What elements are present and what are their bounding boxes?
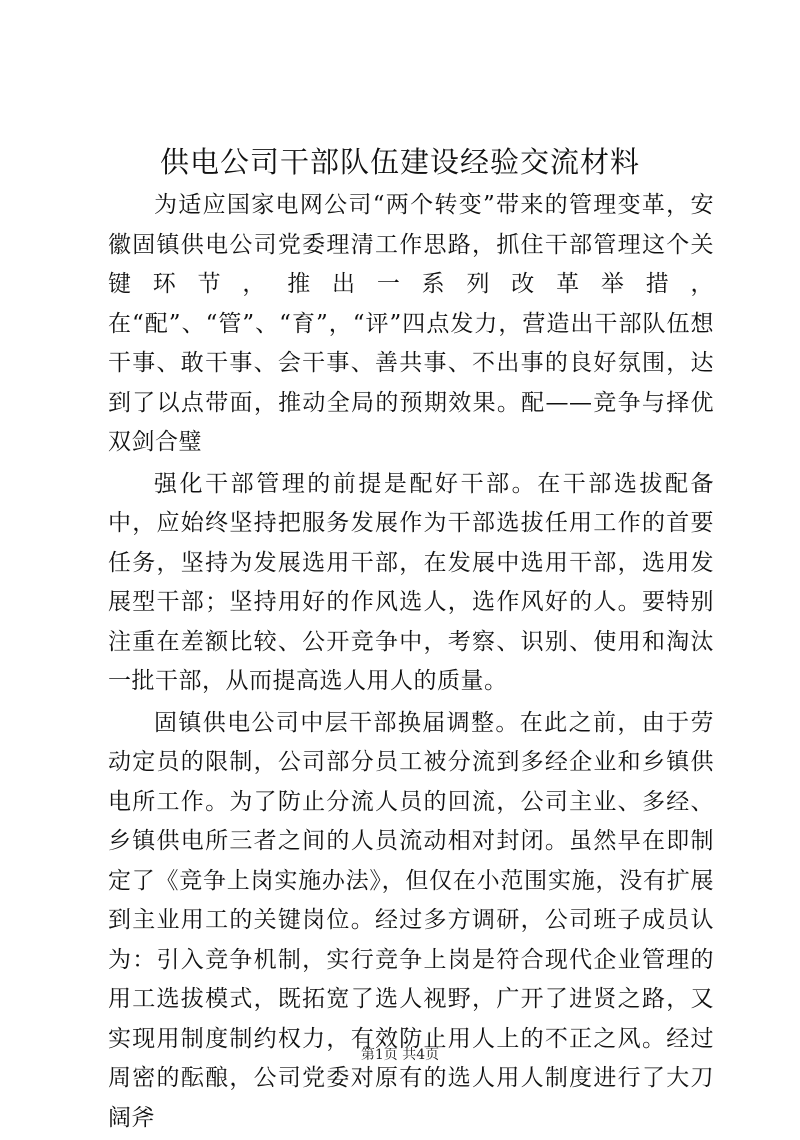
page-number-footer: 第1页 共4页 xyxy=(360,1047,440,1063)
document-body xyxy=(108,186,714,1140)
paragraph-3: 固镇供电公司中层干部换届调整。在此之前，由于劳动定员的限制，公司部分员工被分流到多经企业和乡镇供电所工作。为了防止分流人员的回流，公司主业、多经、乡镇供电所三者之间的人员流动相对封闭。虽然早在即制定了《竞争上岗实施办法》，但仅在小范围实施，没有扩展到主业用工的关键岗位。经过多方调研，公司班子成员认为：引入竞争机制，实行竞争上岗是符合现代企业管理的用工选拔模式，既拓宽了选人视野，广开了进贤之路，又实现用制度制约权力，有效防止用人上的不正之风。经过周密的酝酿，公司党委对原有的选人用人制度进行了大刀阔斧 xyxy=(108,709,714,1131)
paragraph-1: 为适应国家电网公司“两个转变”带来的管理变革，安徽固镇供电公司党委理清工作思路，抓住干部管理这个关键环节，推出一系列改革举措，在“配”、“管”、“育”，“评”四点发力，营造出干部队伍想干事、敢干事、会干事、善共事、不出事的良好氛围，达到了以点带面，推动全局的预期效果。配——竞争与择优双剑合璧 xyxy=(108,192,714,455)
paragraph-2: 强化干部管理的前提是配好干部。在干部选拔配备中，应始终坚持把服务发展作为干部选拔任用工作的首要任务，坚持为发展选用干部，在发展中选用干部，选用发展型干部；坚持用好的作风选人，选作风好的人。要特别注重在差额比较、公开竞争中，考察、识别、使用和淘汰一批干部，从而提高选人用人的质量。 xyxy=(108,470,714,694)
document-title: 供电公司干部队伍建设经验交流材料 xyxy=(159,145,640,179)
